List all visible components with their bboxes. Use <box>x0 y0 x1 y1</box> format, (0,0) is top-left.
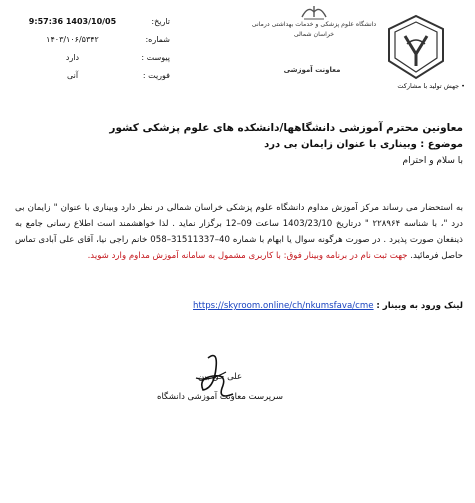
university-name <box>250 20 378 39</box>
date-value: 9:57:36 1403/10/05 <box>28 17 117 26</box>
webinar-link[interactable]: https://skyroom.online/ch/nkumsfava/cme <box>193 301 374 311</box>
attachment-label: پیوست : <box>141 53 170 62</box>
university-line-1: دانشگاه علوم پزشکی و خدمات بهداشتی درمانی <box>251 21 377 28</box>
webinar-link-label: لینک ورود به وبینار : <box>376 301 463 311</box>
slogan: • جهش تولید با مشارکت <box>397 82 465 90</box>
subject: موضوع : وبیناری با عنوان زایمان بی درد <box>264 139 463 150</box>
body-registration-note: جهت ثبت نام در برنامه وبینار فوق: با کاربری مشمول به سامانه آموزش مداوم وارد شوید. <box>87 251 408 261</box>
priority-value: آنی <box>66 71 79 80</box>
university-logo <box>385 14 447 80</box>
date-row <box>20 17 170 30</box>
department-name: معاونت آموزشی <box>283 66 341 74</box>
attachment-value: دارد <box>65 53 80 62</box>
signer-title: سرپرست معاونت آموزشی دانشگاه <box>157 392 283 402</box>
greeting: با سلام و احترام <box>402 156 463 166</box>
body-main-text: به استحضار می رساند مرکز آموزش مداوم دانشگاه علوم پزشکی خراسان شمالی در نظر دارد وبیناری با عنوان " زایمان بی درد "، با شناسه ۲۲۸۹۶۴ " درتاریخ 1403/23/10 ساعت 09–12 برگزار نماید . لذا خواهشمند است اطلاع رسانی جامع به ذینفعان صورت پذیرد . در صورت هرگونه سوال یا ابهام با شماره 40–31511337–058 خانم راجی نیا، آقای علی آبادی تماس حاصل فرمائید. <box>15 203 463 261</box>
number-row <box>20 35 170 48</box>
attachment-row <box>20 53 170 66</box>
number-value: ۱۴۰۳/۱۰۶/۵۳۴۲ <box>46 35 99 44</box>
emblem-icon <box>298 3 330 21</box>
priority-label: فوریت : <box>142 71 170 80</box>
recipient: معاونین محترم آموزشی دانشگاهها/دانشکده های علوم پزشکی کشور <box>109 122 463 134</box>
signer-name: علی حق بین <box>197 372 243 382</box>
webinar-link-row <box>23 301 463 311</box>
university-line-2: خراسان شمالی <box>293 30 335 38</box>
number-label: شماره: <box>145 35 170 44</box>
letter-body <box>15 200 463 264</box>
priority-row <box>20 71 170 84</box>
date-label: تاریخ: <box>151 17 170 26</box>
